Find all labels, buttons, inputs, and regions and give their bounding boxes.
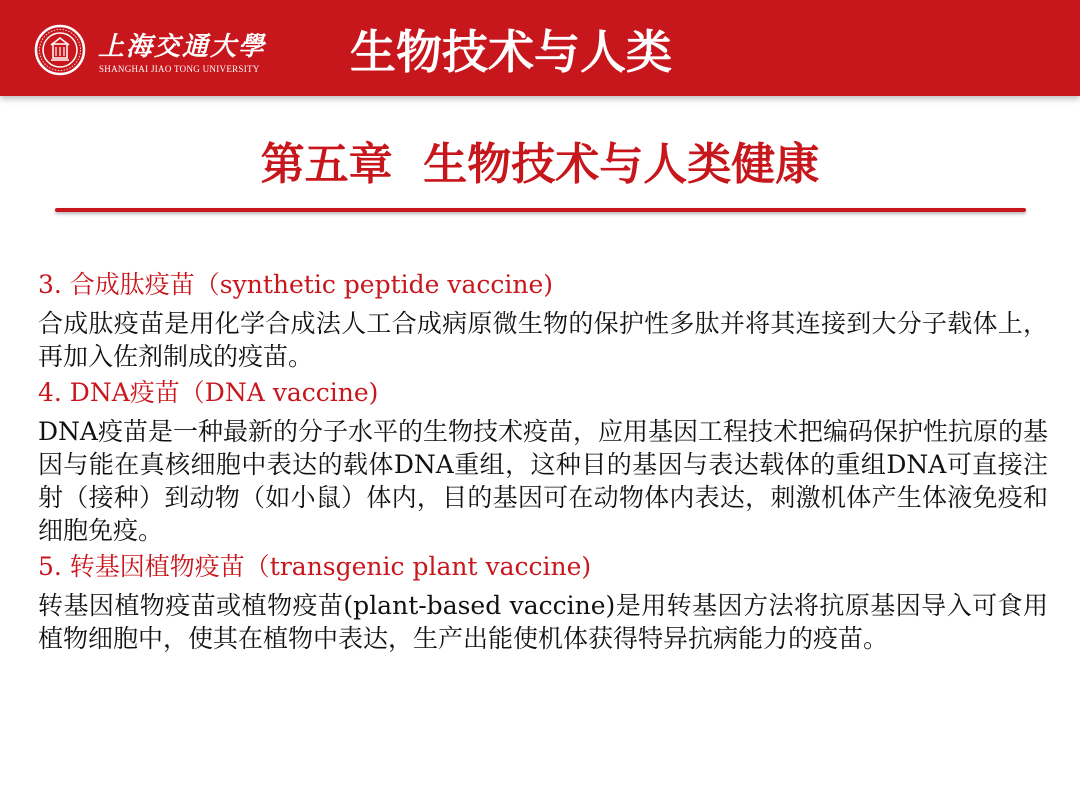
course-title: 生物技术与人类 [350, 25, 672, 79]
section-heading-peptide-vaccine: 3. 合成肽疫苗（synthetic peptide vaccine) [38, 270, 554, 299]
section-heading-plant-vaccine: 5. 转基因植物疫苗（transgenic plant vaccine) [38, 552, 592, 581]
header-banner [0, 0, 1080, 96]
logo-english-name: SHANGHAI JIAO TONG UNIVERSITY [99, 64, 260, 74]
slide-body [38, 267, 1048, 657]
section-text-dna-vaccine: DNA疫苗是一种最新的分子水平的生物技术疫苗，应用基因工程技术把编码保护性抗原的基因与能在真核细胞中表达的载体DNA重组，这种目的基因与表达载体的重组DNA可直接注射（接种）到动物（如小鼠）体内，目的基因可在动物体内表达，刺激机体产生体液免疫和细胞免疫。 [38, 417, 1048, 545]
title-divider [55, 208, 1026, 212]
section-text-plant-vaccine: 转基因植物疫苗或植物疫苗(plant-based vaccine)是用转基因方法将抗原基因导入可食用植物细胞中，使其在植物中表达，生产出能使机体获得特异抗病能力的疫苗。 [38, 591, 1048, 653]
university-seal-icon [34, 24, 86, 76]
section-text-peptide-vaccine: 合成肽疫苗是用化学合成法人工合成病原微生物的保护性多肽并将其连接到大分子载体上，再加入佐剂制成的疫苗。 [38, 309, 1048, 371]
logo-chinese-name: 上海交通大學 [98, 32, 267, 62]
chapter-title: 第五章 生物技术与人类健康 [260, 139, 820, 190]
university-logo [34, 24, 269, 79]
section-heading-dna-vaccine: 4. DNA疫苗（DNA vaccine) [38, 378, 379, 407]
